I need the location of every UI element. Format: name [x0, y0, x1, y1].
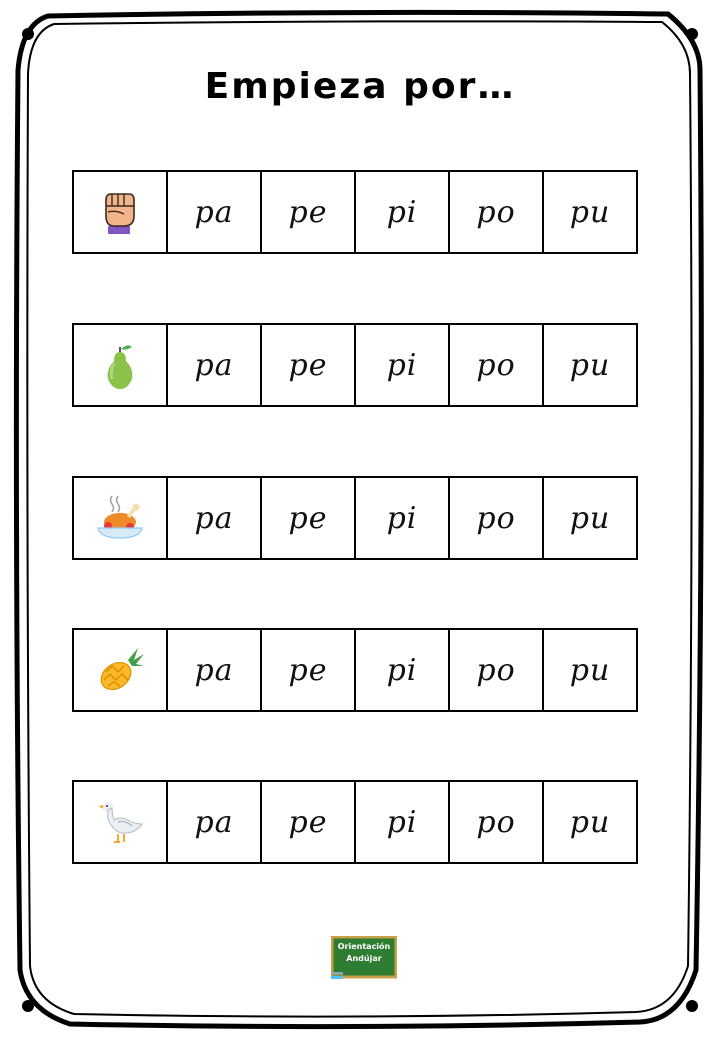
- picture-cell: [72, 628, 168, 712]
- syllable-text: pe: [288, 652, 328, 688]
- syllable-text: pu: [569, 347, 611, 383]
- picture-cell: [72, 170, 168, 254]
- syllable-cell[interactable]: [260, 476, 356, 560]
- syllable-text: pu: [569, 652, 611, 688]
- corner-dot-tl: [22, 28, 34, 40]
- pineapple-icon: [94, 644, 146, 696]
- syllable-text: po: [476, 652, 516, 688]
- roast-chicken-icon: [94, 492, 146, 544]
- syllable-text: pu: [569, 194, 611, 230]
- syllable-text: pa: [194, 652, 234, 688]
- syllable-cell[interactable]: [166, 628, 262, 712]
- syllable-cell[interactable]: [448, 780, 544, 864]
- page-title: Empieza por…: [204, 66, 516, 107]
- syllable-cell[interactable]: [448, 628, 544, 712]
- syllable-text: pe: [288, 347, 328, 383]
- picture-cell: [72, 476, 168, 560]
- picture-cell: [72, 780, 168, 864]
- logo-line-2: Andújar: [346, 954, 382, 963]
- syllable-cell[interactable]: [260, 628, 356, 712]
- syllable-text: pa: [194, 500, 234, 536]
- syllable-cell[interactable]: [354, 628, 450, 712]
- syllable-cell[interactable]: [260, 170, 356, 254]
- corner-dot-bl: [22, 1000, 34, 1012]
- fist-icon: [94, 186, 146, 238]
- syllable-text: pe: [288, 804, 328, 840]
- syllable-text: po: [476, 194, 516, 230]
- syllable-row: [72, 476, 648, 560]
- syllable-text: pe: [288, 194, 328, 230]
- syllable-cell[interactable]: [542, 476, 638, 560]
- syllable-text: pi: [386, 194, 418, 230]
- syllable-text: pi: [386, 804, 418, 840]
- syllable-cell[interactable]: [354, 323, 450, 407]
- syllable-text: pa: [194, 804, 234, 840]
- logo-text: [335, 941, 393, 975]
- syllable-text: pu: [569, 500, 611, 536]
- logo-line-1: Orientación: [337, 942, 391, 951]
- syllable-text: pe: [288, 500, 328, 536]
- syllable-cell[interactable]: [166, 170, 262, 254]
- syllable-text: pa: [194, 347, 234, 383]
- syllable-row: [72, 170, 648, 254]
- syllable-cell[interactable]: [448, 323, 544, 407]
- syllable-cell[interactable]: [354, 476, 450, 560]
- corner-dot-br: [686, 1000, 698, 1012]
- syllable-cell[interactable]: [542, 170, 638, 254]
- syllable-cell[interactable]: [448, 476, 544, 560]
- syllable-row: [72, 780, 648, 864]
- syllable-cell[interactable]: [166, 780, 262, 864]
- picture-cell: [72, 323, 168, 407]
- syllable-text: pi: [386, 652, 418, 688]
- syllable-cell[interactable]: [354, 170, 450, 254]
- pear-icon: [94, 339, 146, 391]
- syllable-cell[interactable]: [260, 323, 356, 407]
- syllable-cell[interactable]: [166, 476, 262, 560]
- syllable-text: po: [476, 804, 516, 840]
- syllable-cell[interactable]: [260, 780, 356, 864]
- syllable-cell[interactable]: [542, 628, 638, 712]
- syllable-text: pi: [386, 347, 418, 383]
- syllable-cell[interactable]: [448, 170, 544, 254]
- syllable-cell[interactable]: [354, 780, 450, 864]
- corner-dot-tr: [686, 28, 698, 40]
- syllable-cell[interactable]: [542, 323, 638, 407]
- syllable-row: [72, 323, 648, 407]
- syllable-text: po: [476, 347, 516, 383]
- syllable-cell[interactable]: [166, 323, 262, 407]
- syllable-text: po: [476, 500, 516, 536]
- syllable-text: pu: [569, 804, 611, 840]
- syllable-cell[interactable]: [542, 780, 638, 864]
- syllable-text: pi: [386, 500, 418, 536]
- duck-icon: [94, 796, 146, 848]
- syllable-row: [72, 628, 648, 712]
- syllable-text: pa: [194, 194, 234, 230]
